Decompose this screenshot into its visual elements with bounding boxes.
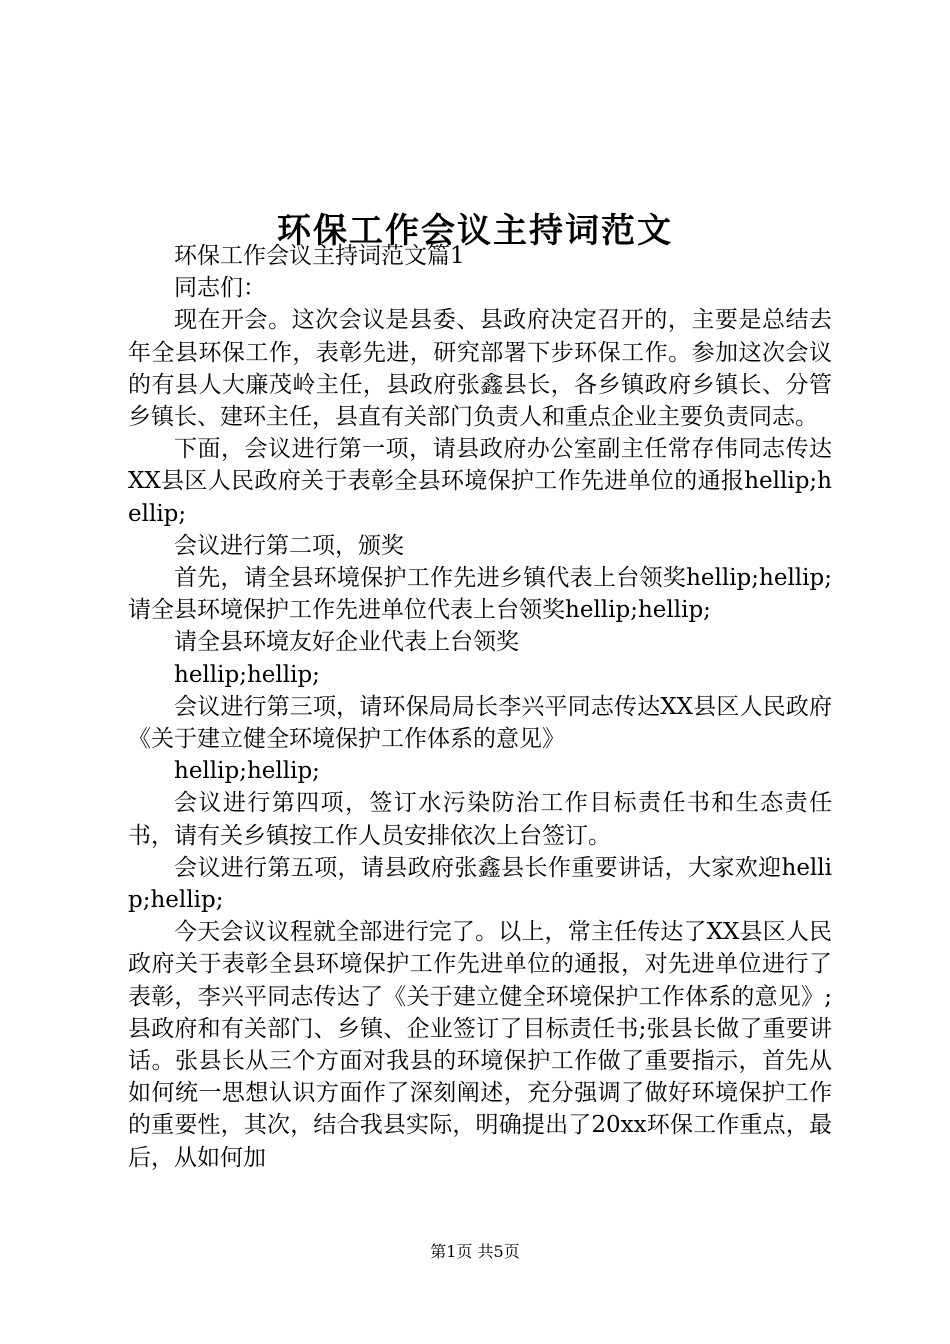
page-number: 第1页 共5页 [430, 1242, 520, 1261]
paragraph-item-three: 会议进行第三项，请环保局局长李兴平同志传达XX县区人民政府《关于建立健全环境保护工作体系的意见》 [128, 693, 832, 753]
paragraph-summary: 今天会议议程就全部进行完了。以上，常主任传达了XX县区人民政府关于表彰全县环境保护工作先进单位的通报，对先进单位进行了表彰，李兴平同志传达了《关于建立健全环境保护工作体系的意见》;县政府和有关部门、乡镇、企业签订了目标责任书;张县长做了重要讲话。张县长从三个方面对我县的环境保护工作做了重要指示，首先从如何统一思想认识方面作了深刻阐述，充分强调了做好环境保护工作的重要性，其次，结合我县实际，明确提出了20xx环保工作重点，最后，从如何加 [128, 919, 832, 1171]
paragraph-item-two: 会议进行第二项，颁奖 [174, 532, 404, 559]
paragraph-awards-enterprise: 请全县环境友好企业代表上台领奖 [174, 629, 519, 656]
paragraph-awards: 首先，请全县环境保护工作先进乡镇代表上台领奖hellip;hellip;请全县环境保护工作先进单位代表上台领奖hellip;hellip; [128, 565, 832, 624]
paragraph-opening: 现在开会。这次会议是县委、县政府决定召开的，主要是总结去年全县环保工作，表彰先进，研究部署下步环保工作。参加这次会议的有县人大廉茂岭主任，县政府张鑫县长，各乡镇政府乡镇长、分管乡镇长、建环主任，县直有关部门负责人和重点企业主要负责同志。 [128, 307, 832, 431]
document-body [128, 240, 832, 1174]
document-title: 环保工作会议主持词范文 [277, 210, 673, 251]
paragraph-salutation: 同志们： [174, 275, 266, 302]
paragraph-heading: 环保工作会议主持词范文篇1 [174, 243, 465, 269]
paragraph-ellipsis: hellip;hellip; [174, 661, 320, 688]
paragraph-ellipsis: hellip;hellip; [174, 758, 320, 785]
paragraph-item-five: 会议进行第五项，请县政府张鑫县长作重要讲话，大家欢迎hellip;hellip; [128, 854, 832, 914]
paragraph-item-one: 下面，会议进行第一项，请县政府办公室副主任常存伟同志传达XX县区人民政府关于表彰全县环境保护工作先进单位的通报hellip;hellip; [128, 436, 832, 527]
paragraph-item-four: 会议进行第四项，签订水污染防治工作目标责任书和生态责任书，请有关乡镇按工作人员安排依次上台签订。 [128, 790, 832, 849]
